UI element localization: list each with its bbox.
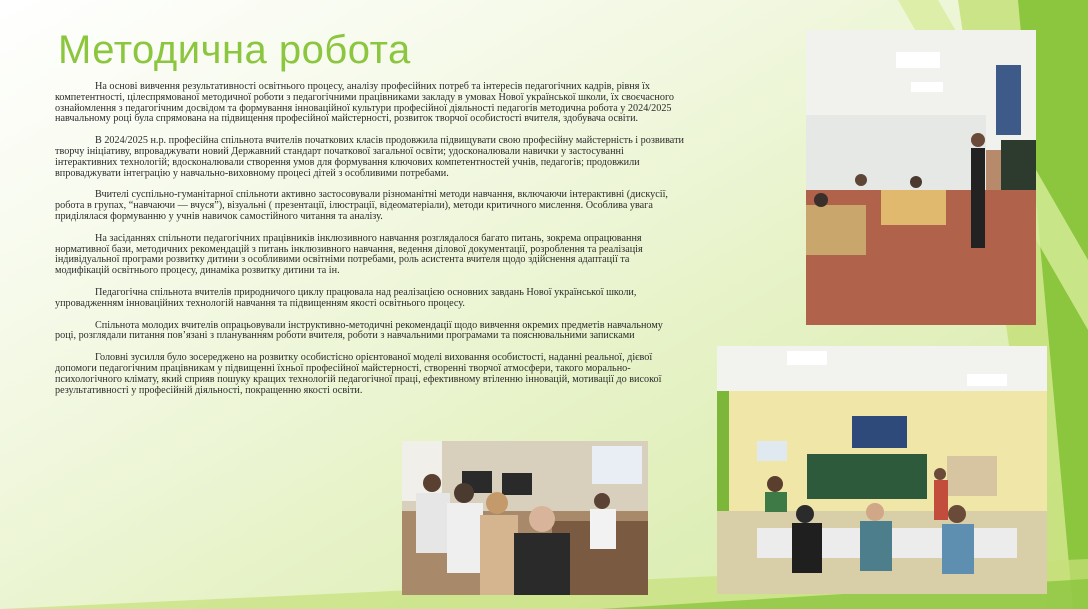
paragraph-methodical-work: На основі вивчення результативності освітнього процесу, аналізу професійних потреб та інтересів педагогічних кадрів, рівня їх компетентності, цілеспрямованої методичної роботи з педагогічними працівниками закладу в умовах Нової української школи, їх своєчасного ознайомлення з педагогічним досвідом та формування інноваційної культури професійної діяльності педагогів методична робота у 2024/2025 навчальному році була спрямована на підвищення професійної майстерності, розвиток творчої особистості вчителя, здобувача освіти. bbox=[55, 81, 674, 125]
paragraph-primary-teachers: В 2024/2025 н.р. професійна спільнота вчителів початкових класів продовжила підвищувати свою професійну майстерність і розвивати творчу ініціативу, впроваджувати новий Державний стандарт початкової загальної освіти; удосконалювали навички у застосуванні інтерактивних технологій; вдосконалювали створення умов для формування ключових компетентностей учнів, педагогів; продовжили впроваджувати інтеграцію у навчально-виховному процесі дітей з особливими потребами. bbox=[55, 135, 684, 179]
photo-teachers-meeting bbox=[717, 346, 1047, 594]
paragraph-natural-sciences: Педагогічна спільнота вчителів природничого циклу працювала над реалізацією основних завдань Нової української школи, упровадженням інноваційних технологій навчання та підвищенням якості освітнього процесу. bbox=[55, 286, 637, 309]
paragraph-humanities-community: Вчителі суспільно-гуманітарної спільноти активно застосовували різноманітні методи навчання, включаючи інтерактивні (дискусії, робота в групах, “навчаючи — вчуся”), візуальні ( презентації, ілюстрації, відеоматеріали), методи критичного мислення. Особлива увага приділялася формуванню у учнів навичок самостійного читання та аналізу. bbox=[55, 189, 668, 222]
photo-teachers-group bbox=[402, 441, 648, 595]
slide-body-text bbox=[55, 82, 685, 407]
paragraph-young-teachers: Спільнота молодих вчителів опрацьовували інструктивно-методичні рекомендації щодо вивчення окремих предметів навчальному році, розглядали питання пов’язані з плануванням роботи вчителя, роботи з навчальними програмами та пояснювальними записками bbox=[55, 319, 663, 342]
slide-title: Методична робота bbox=[58, 28, 411, 72]
paragraph-inclusive-education: На засіданнях спільноти педагогічних працівників інклюзивного навчання розглядалося багато питань, зокрема опрацювання нормативної бази, методичних рекомендацій з питань інклюзивного навчання, ведення ділової документації, розроблення та реалізація індивідуальної програми розвитку дитини з особливими освітніми потребами, роль асистента вчителя щодо здійснення адаптації та модифікацій освітнього процесу, динаміка розвитку дитини та ін. bbox=[55, 232, 643, 277]
photo-classroom-presentation bbox=[806, 30, 1036, 325]
paragraph-main-efforts: Головні зусилля було зосереджено на розвитку особистісно орієнтованої моделі виховання особистості, наданні реальної, дієвої допомоги педагогічним працівникам у підвищенні їхньої професійної майстерності, створенні творчої атмосфери, такого морально-психологічного клімату, який сприяв пошуку кращих технологій педагогічної праці, ефективному втіленню інновацій, мотивації до високої результативності у професійній діяльності, покращенню якості освіти. bbox=[55, 352, 662, 396]
